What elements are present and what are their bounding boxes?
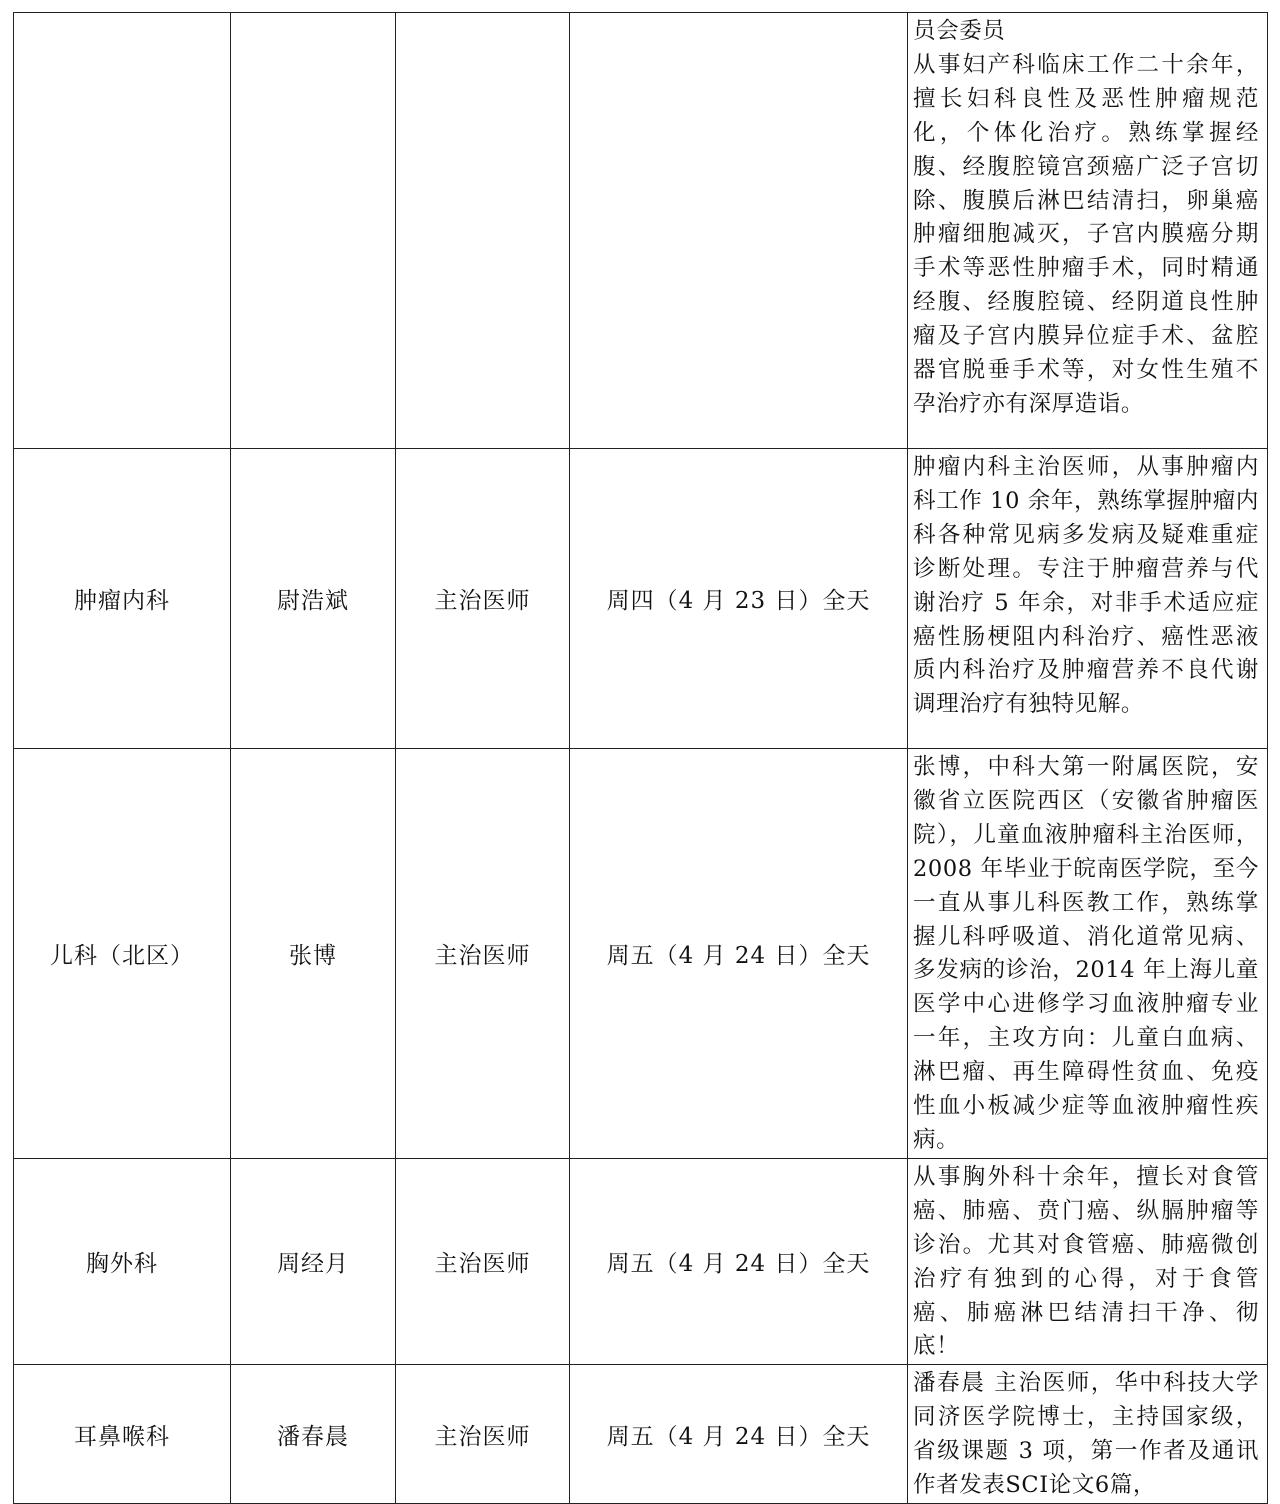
description-text: 潘春晨 主治医师，华中科技大学同济医学院博士，主持国家级，省级课题 3 项，第一作者及通讯作者发表SCI论文6篇， bbox=[913, 1370, 1259, 1499]
table-row bbox=[14, 1158, 1268, 1364]
department-cell: 胸外科 bbox=[14, 1158, 231, 1364]
doctor-cell: 周经月 bbox=[231, 1158, 396, 1364]
department-cell: 耳鼻喉科 bbox=[14, 1365, 231, 1504]
schedule-cell: 周五（4 月 24 日）全天 bbox=[570, 1365, 908, 1504]
title-cell: 主治医师 bbox=[396, 749, 570, 1159]
table-row bbox=[14, 1365, 1268, 1504]
doctor-cell bbox=[231, 13, 396, 449]
doctor-schedule-table bbox=[13, 12, 1268, 1504]
table-row bbox=[14, 749, 1268, 1159]
description-cell bbox=[908, 13, 1268, 449]
title-cell: 主治医师 bbox=[396, 1158, 570, 1364]
schedule-cell: 周五（4 月 24 日）全天 bbox=[570, 749, 908, 1159]
schedule-cell: 周四（4 月 23 日）全天 bbox=[570, 449, 908, 749]
title-cell: 主治医师 bbox=[396, 449, 570, 749]
title-cell bbox=[396, 13, 570, 449]
doctor-cell: 尉浩斌 bbox=[231, 449, 396, 749]
description-cell bbox=[908, 1365, 1268, 1504]
table-row bbox=[14, 449, 1268, 749]
doctor-cell: 潘春晨 bbox=[231, 1365, 396, 1504]
description-text: 肿瘤内科主治医师，从事肿瘤内科工作 10 余年，熟练掌握肿瘤内科各种常见病多发病及疑难重症诊断处理。专注于肿瘤营养与代谢治疗 5 年余，对非手术适应症癌性肠梗阻内科治疗、癌性恶液质内科治疗及肿瘤营养不良代谢调理治疗有独特见解。 bbox=[913, 454, 1259, 718]
description-text: 从事胸外科十余年，擅长对食管癌、肺癌、贲门癌、纵膈肿瘤等诊治。尤其对食管癌、肺癌微创治疗有独到的心得，对于食管癌、肺癌淋巴结清扫干净、彻底！ bbox=[913, 1163, 1259, 1360]
description-cell bbox=[908, 1158, 1268, 1364]
schedule-cell bbox=[570, 13, 908, 449]
doctor-cell: 张博 bbox=[231, 749, 396, 1159]
department-cell bbox=[14, 13, 231, 449]
description-cell bbox=[908, 449, 1268, 749]
title-cell: 主治医师 bbox=[396, 1365, 570, 1504]
description-text: 张博，中科大第一附属医院，安徽省立医院西区（安徽省肿瘤医院），儿童血液肿瘤科主治医师，2008 年毕业于皖南医学院，至今一直从事儿科医教工作，熟练掌握儿科呼吸道、消化道常见病、多发病的诊治，2014 年上海儿童医学中心进修学习血液肿瘤专业一年，主攻方向：儿童白血病、淋巴瘤、再生障碍性贫血、免疫性血小板减少症等血液肿瘤性疾病。 bbox=[913, 754, 1259, 1153]
description-text: 员会委员 从事妇产科临床工作二十余年，擅长妇科良性及恶性肿瘤规范化，个体化治疗。熟练掌握经腹、经腹腔镜宫颈癌广泛子宫切除、腹膜后淋巴结清扫，卵巢癌肿瘤细胞减灭，子宫内膜癌分期手术等恶性肿瘤手术，同时精通经腹、经腹腔镜、经阴道良性肿瘤及子宫内膜异位症手术、盆腔器官脱垂手术等，对女性生殖不孕治疗亦有深厚造诣。 bbox=[913, 18, 1259, 417]
department-cell: 儿科（北区） bbox=[14, 749, 231, 1159]
table-row bbox=[14, 13, 1268, 449]
schedule-cell: 周五（4 月 24 日）全天 bbox=[570, 1158, 908, 1364]
department-cell: 肿瘤内科 bbox=[14, 449, 231, 749]
description-cell bbox=[908, 749, 1268, 1159]
